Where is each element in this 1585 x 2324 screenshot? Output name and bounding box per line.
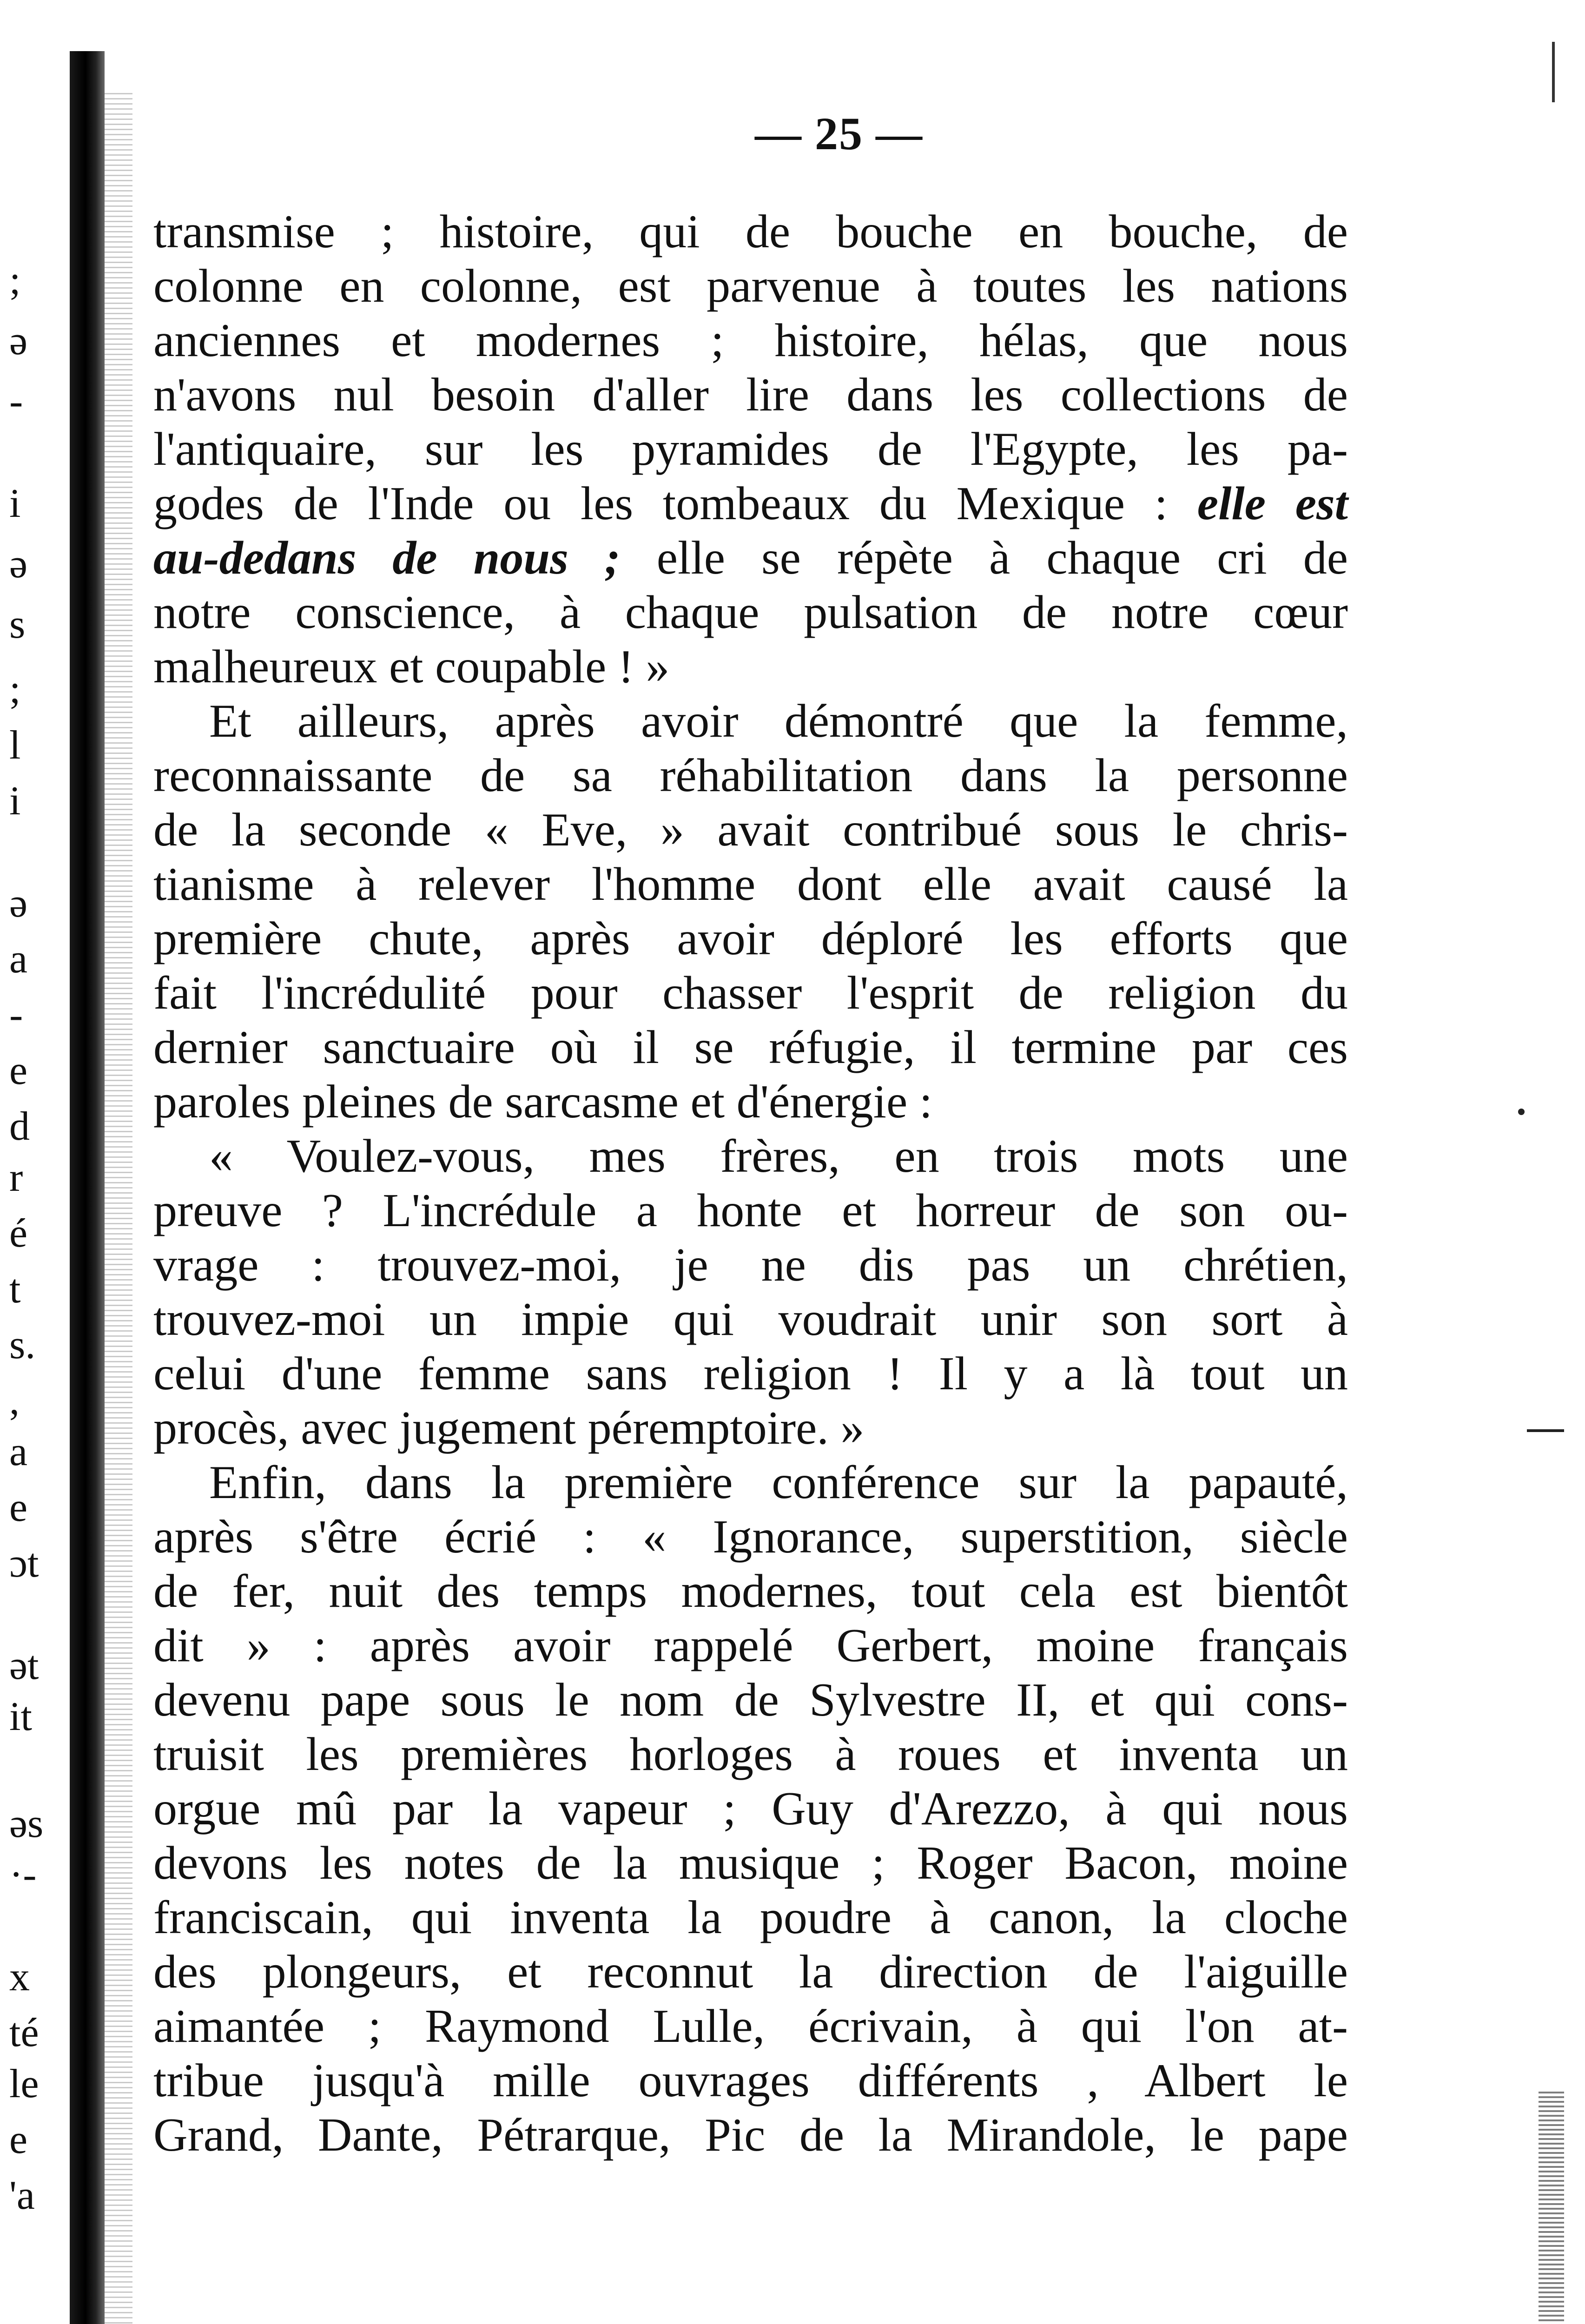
margin-letter: i xyxy=(9,779,21,824)
margin-letter: əs xyxy=(9,1801,44,1846)
margin-letter: ·- xyxy=(9,1852,37,1897)
page-body-text xyxy=(153,205,1348,2162)
margin-letter: i xyxy=(9,481,21,526)
text-line: l'antiquaire, sur les pyramides de l'Egypte, les pa- xyxy=(153,423,1348,475)
text-line: tianisme à relever l'homme dont elle avait causé la xyxy=(153,858,1348,911)
margin-letter: ət xyxy=(9,1643,39,1688)
margin-dot-mark xyxy=(1518,1109,1525,1115)
gutter-texture xyxy=(105,93,132,2324)
margin-letter: ə xyxy=(9,541,28,587)
scan-edge-noise xyxy=(1539,2092,1564,2324)
text-line: de la seconde « Eve, » avait contribué sous le chris- xyxy=(153,804,1348,856)
paragraph xyxy=(153,1455,1348,2162)
text-line: reconnaissante de sa réhabilitation dans la personne xyxy=(153,749,1348,802)
text-line: après s'être écrié : « Ignorance, superstition, siècle xyxy=(153,1511,1348,1563)
scan-edge-mark xyxy=(1552,42,1555,102)
text-line: malheureux et coupable ! » xyxy=(153,640,670,693)
text-line: colonne en colonne, est parvenue à toutes les nations xyxy=(153,260,1348,312)
margin-letter: ə xyxy=(9,881,28,926)
margin-letter: ɔt xyxy=(9,1541,39,1586)
margin-letter: r xyxy=(9,1155,23,1200)
text-line: « Voulez-vous, mes frères, en trois mots une xyxy=(209,1130,1348,1182)
text-line: de fer, nuit des temps modernes, tout cela est bientôt xyxy=(153,1565,1348,1618)
margin-dash-mark xyxy=(1527,1429,1564,1432)
italic-emphasis: au-dedans de nous ; xyxy=(153,532,621,584)
text-line: Enfin, dans la première conférence sur la papauté, xyxy=(209,1456,1348,1509)
text-line xyxy=(153,476,1348,531)
text-line: première chute, après avoir déploré les efforts que xyxy=(153,912,1348,965)
text-run: godes de l'Inde ou les tombeaux du Mexique : xyxy=(153,477,1197,530)
margin-letter: x xyxy=(9,1954,30,2000)
margin-letter: é xyxy=(9,1211,28,1256)
text-line: n'avons nul besoin d'aller lire dans les collections de xyxy=(153,369,1348,421)
text-line xyxy=(153,531,1348,585)
text-line: truisit les premières horloges à roues et inventa un xyxy=(153,1728,1348,1781)
text-line: Grand, Dante, Pétrarque, Pic de la Mirandole, le pape xyxy=(153,2109,1348,2161)
margin-letter: e xyxy=(9,2117,28,2162)
margin-letter: s xyxy=(9,602,26,647)
text-line: trouvez-moi un impie qui voudrait unir son sort à xyxy=(153,1293,1348,1346)
text-line: orgue mû par la vapeur ; Guy d'Arezzo, à qui nous xyxy=(153,1783,1348,1835)
margin-letter: ; xyxy=(9,667,21,712)
margin-letter: it xyxy=(9,1694,32,1739)
paragraph xyxy=(153,205,1348,694)
margin-letter: e xyxy=(9,1048,28,1093)
margin-letter: , xyxy=(9,1378,20,1423)
margin-letter: e xyxy=(9,1485,28,1530)
text-line: devons les notes de la musique ; Roger Bacon, moine xyxy=(153,1837,1348,1889)
margin-letter: ə xyxy=(9,318,28,363)
margin-letter: 'a xyxy=(9,2173,35,2218)
text-line: des plongeurs, et reconnut la direction de l'aiguille xyxy=(153,1946,1348,1998)
margin-letter: té xyxy=(9,2010,39,2055)
margin-letter: ; xyxy=(9,258,21,303)
text-line: celui d'une femme sans religion ! Il y a là tout un xyxy=(153,1347,1348,1400)
paragraph xyxy=(153,694,1348,1129)
book-spine-shadow xyxy=(70,51,105,2324)
text-line: paroles pleines de sarcasme et d'énergie : xyxy=(153,1076,933,1128)
text-line: devenu pape sous le nom de Sylvestre II, et qui cons- xyxy=(153,1674,1348,1726)
text-line: dit » : après avoir rappelé Gerbert, moine français xyxy=(153,1619,1348,1672)
text-line: notre conscience, à chaque pulsation de notre cœur xyxy=(153,586,1348,639)
margin-letter: - xyxy=(9,992,23,1037)
text-line: preuve ? L'incrédule a honte et horreur de son ou- xyxy=(153,1184,1348,1237)
margin-letter: l xyxy=(9,723,21,768)
italic-emphasis: elle est xyxy=(1197,477,1348,530)
facing-page-margin-letters xyxy=(0,0,70,2324)
text-run: elle se répète à chaque cri de xyxy=(620,532,1348,584)
margin-letter: d xyxy=(9,1104,30,1149)
text-line: franciscain, qui inventa la poudre à canon, la cloche xyxy=(153,1891,1348,1944)
text-line: vrage : trouvez-moi, je ne dis pas un chrétien, xyxy=(153,1239,1348,1291)
margin-letter: - xyxy=(9,379,23,424)
page-number: — 25 — xyxy=(755,108,923,159)
text-line: fait l'incrédulité pour chasser l'esprit de religion du xyxy=(153,967,1348,1019)
text-line: anciennes et modernes ; histoire, hélas, que nous xyxy=(153,314,1348,367)
margin-letter: a xyxy=(9,1429,28,1474)
text-line: dernier sanctuaire où il se réfugie, il termine par ces xyxy=(153,1021,1348,1074)
text-line: tribue jusqu'à mille ouvrages différents , Albert le xyxy=(153,2054,1348,2107)
text-line: transmise ; histoire, qui de bouche en bouche, de xyxy=(153,205,1348,258)
margin-letter: t xyxy=(9,1267,21,1312)
text-line: procès, avec jugement péremptoire. » xyxy=(153,1402,865,1454)
text-line: Et ailleurs, après avoir démontré que la femme, xyxy=(209,695,1348,747)
margin-letter: a xyxy=(9,937,28,982)
margin-letter: le xyxy=(9,2061,39,2106)
text-line: aimantée ; Raymond Lulle, écrivain, à qui l'on at- xyxy=(153,2000,1348,2053)
paragraph xyxy=(153,1129,1348,1455)
margin-letter: s. xyxy=(9,1322,36,1367)
